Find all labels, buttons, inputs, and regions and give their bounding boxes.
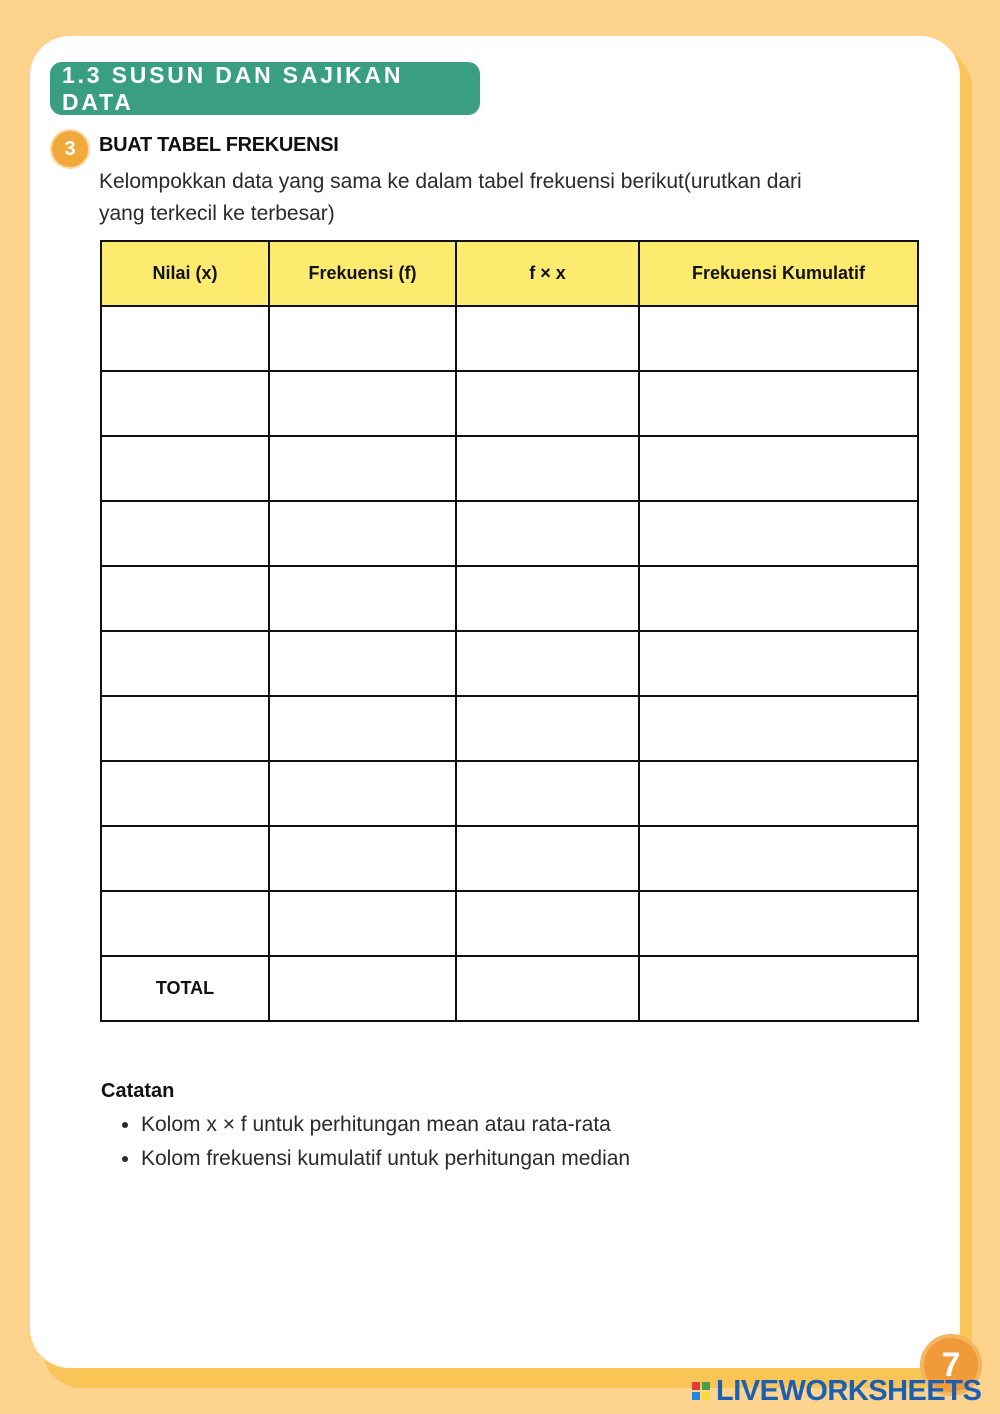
input-cell[interactable] [456,501,639,566]
input-cell[interactable] [269,371,456,436]
header-frekuensi-kumulatif: Frekuensi Kumulatif [639,241,918,306]
input-cell[interactable] [639,631,918,696]
instruction-text [99,166,859,230]
header-f-times-x: f × x [456,241,639,306]
table-row [101,501,918,566]
input-cell[interactable] [456,826,639,891]
input-cell[interactable] [269,826,456,891]
table-body [101,306,918,1021]
input-cell[interactable] [456,306,639,371]
input-cell[interactable] [456,696,639,761]
table-row [101,891,918,956]
page-number-badge: 7 [920,1334,982,1396]
input-cell[interactable] [639,306,918,371]
input-cell[interactable] [101,501,269,566]
input-cell[interactable] [101,371,269,436]
total-row [101,956,918,1021]
table-row [101,826,918,891]
input-cell[interactable] [456,891,639,956]
table-row [101,436,918,501]
instruction-line-1: Kelompokkan data yang sama ke dalam tabel frekuensi berikut(urutkan dari [99,170,802,193]
input-cell[interactable] [639,826,918,891]
notes-title: Catatan [101,1080,175,1102]
frequency-table [100,240,919,1022]
input-cell[interactable] [269,891,456,956]
total-frekuensi-cell[interactable] [269,956,456,1021]
table-row [101,696,918,761]
table-header-row [101,241,918,306]
header-frekuensi: Frekuensi (f) [269,241,456,306]
input-cell[interactable] [101,696,269,761]
input-cell[interactable] [456,436,639,501]
input-cell[interactable] [639,501,918,566]
input-cell[interactable] [101,566,269,631]
instruction-line-2: yang terkecil ke terbesar) [99,202,335,225]
table-row [101,371,918,436]
input-cell[interactable] [456,566,639,631]
step-title: BUAT TABEL FREKUENSI [99,134,339,156]
liveworksheets-wordmark: LIVEWORKSHEETS [716,1374,982,1407]
input-cell[interactable] [639,566,918,631]
total-f-times-x-cell[interactable] [456,956,639,1021]
input-cell[interactable] [101,631,269,696]
input-cell[interactable] [101,761,269,826]
input-cell[interactable] [269,761,456,826]
header-nilai: Nilai (x) [101,241,269,306]
notes-list [100,1108,630,1176]
input-cell[interactable] [639,761,918,826]
input-cell[interactable] [269,696,456,761]
input-cell[interactable] [456,631,639,696]
note-item: • Kolom frekuensi kumulatif untuk perhitungan median [141,1142,630,1176]
input-cell[interactable] [639,891,918,956]
input-cell[interactable] [456,761,639,826]
table-row [101,631,918,696]
input-cell[interactable] [269,306,456,371]
input-cell[interactable] [269,436,456,501]
input-cell[interactable] [269,501,456,566]
input-cell[interactable] [639,696,918,761]
input-cell[interactable] [101,826,269,891]
liveworksheets-icon [692,1382,710,1400]
table-row [101,306,918,371]
step-number-badge: 3 [50,129,90,169]
total-kumulatif-cell[interactable] [639,956,918,1021]
table-row [101,566,918,631]
total-label: TOTAL [101,956,269,1021]
section-title: 1.3 SUSUN DAN SAJIKAN DATA [62,61,404,115]
input-cell[interactable] [269,631,456,696]
liveworksheets-logo[interactable] [692,1374,981,1408]
input-cell[interactable] [639,371,918,436]
table-row [101,761,918,826]
input-cell[interactable] [456,371,639,436]
input-cell[interactable] [639,436,918,501]
input-cell[interactable] [101,306,269,371]
input-cell[interactable] [101,436,269,501]
section-banner [50,62,480,115]
input-cell[interactable] [101,891,269,956]
note-item: • Kolom x × f untuk perhitungan mean atau rata-rata [141,1108,630,1142]
input-cell[interactable] [269,566,456,631]
